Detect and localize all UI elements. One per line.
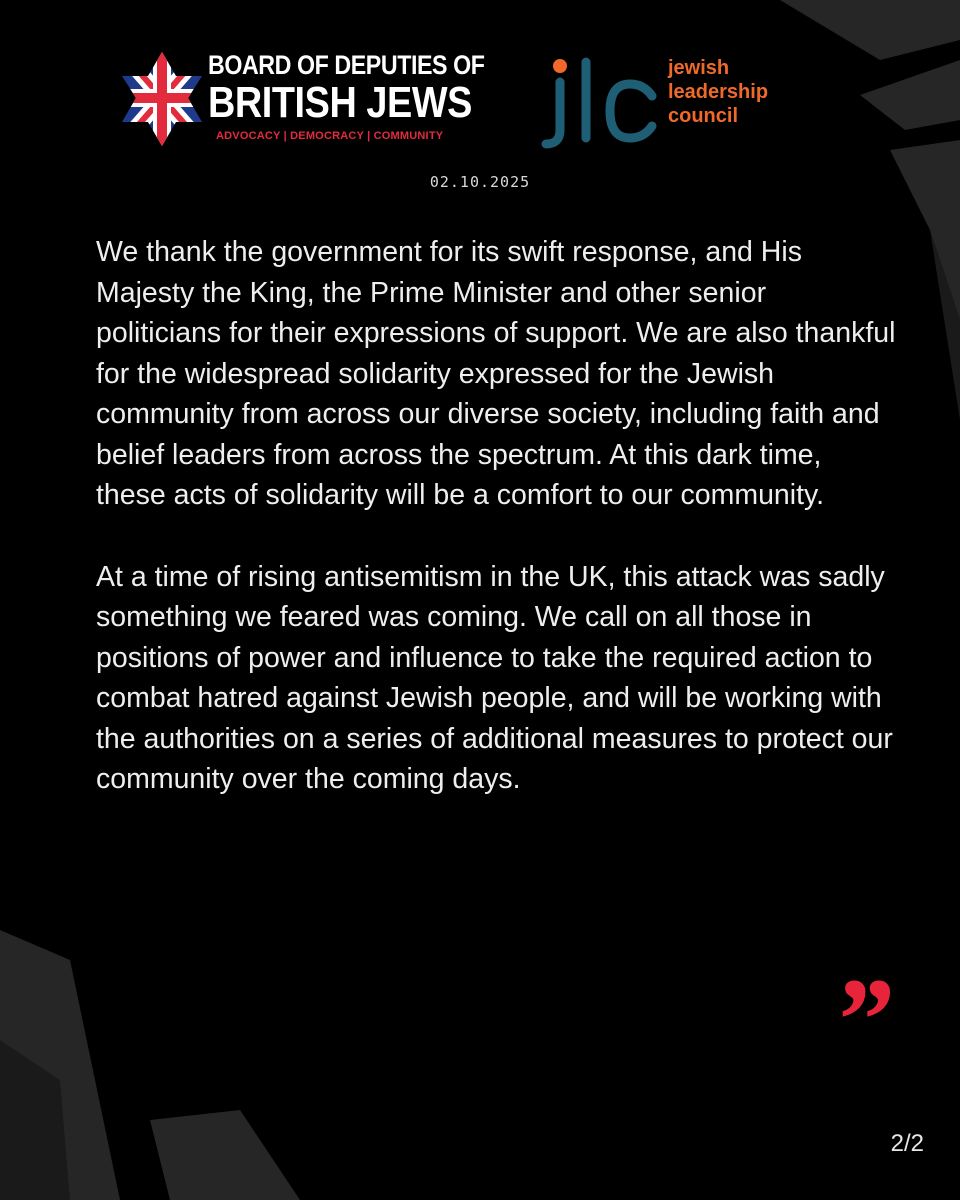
jlc-line3: council [668, 105, 739, 127]
union-jack-star-icon [120, 50, 204, 146]
statement-paragraph-1: We thank the government for its swift response, and His Majesty the King, the Prime Minister and other senior politicians for their expressions of support. We are also thankful for the widespread solidarity expressed for the Jewish community from across our diverse society, including faith and belief leaders from across the spectrum. At this dark time, these acts of solidarity will be a comfort to our community. [96, 236, 896, 511]
jlc-logo [540, 52, 800, 152]
statement-body [96, 232, 896, 841]
board-logo-tagline: ADVOCACY | DEMOCRACY | COMMUNITY [216, 130, 444, 142]
statement-paragraph-2: At a time of rising antisemitism in the UK, this attack was sadly something we feared was coming. We call on all those in positions of power and influence to take the required action to combat hatred against Jewish people, and will be working with the authorities on a series of additional measures to protect our community over the coming days. [96, 560, 893, 795]
board-logo-line1: BOARD OF DEPUTIES OF [208, 50, 485, 80]
jlc-mark-icon [540, 52, 664, 152]
board-logo-line2: BRITISH JEWS [208, 78, 472, 127]
closing-quote-icon: ” [832, 953, 892, 1086]
board-of-deputies-logo [120, 48, 485, 158]
page-indicator: 2/2 [890, 1130, 924, 1157]
jlc-line2: leadership [668, 81, 769, 103]
statement-date: 02.10.2025 [429, 173, 531, 191]
header-logos [0, 48, 960, 158]
jlc-wordmark [668, 56, 768, 128]
jlc-line1: jewish [668, 57, 730, 79]
